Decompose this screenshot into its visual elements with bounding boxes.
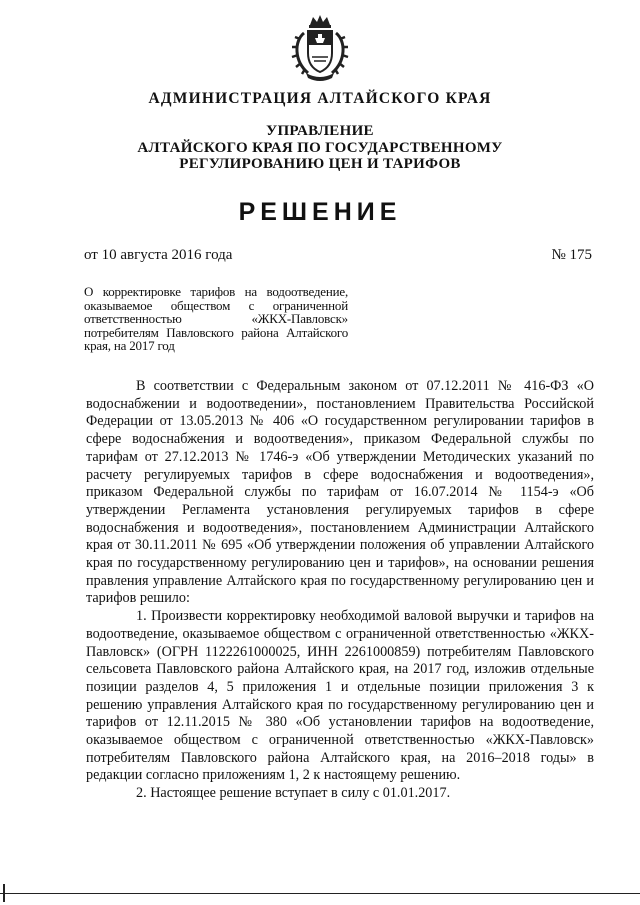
decision-number: № 175 bbox=[551, 247, 592, 263]
decision-date: от 10 августа 2016 года bbox=[84, 247, 233, 263]
department-line: РЕГУЛИРОВАНИЮ ЦЕН И ТАРИФОВ bbox=[179, 156, 461, 172]
administration-title: АДМИНИСТРАЦИЯ АЛТАЙСКОГО КРАЯ bbox=[148, 90, 492, 107]
department-title bbox=[0, 123, 640, 173]
body-paragraph-item-1: 1. Произвести корректировку необходимой валовой выручки и тарифов на водоотведение, оказываемое обществом с ограниченной ответственностью «ЖКХ-Павловск» (ОГРН 1122261000025, ИНН 2261000859) потребителям Павловского сельсовета Павловского района Алтайского края, на 2017 год, изложив отдельные позиции разделов 4, 5 приложения 1 и отдельные позиции приложения 3 к решению управления Алтайского края по государственному регулированию цен и тарифов от 12.11.2015 № 380 «Об установлении тарифов на водоотведение, оказываемое обществом с ограниченной ответственностью «ЖКХ-Павловск» потребителям Павловского района Алтайского края, на 2016–2018 годы» в редакции согласно приложениям 1, 2 к настоящему решению. bbox=[86, 608, 594, 784]
decision-subject: О корректировке тарифов на водоотведение, оказываемое обществом с ограниченной ответственностью «ЖКХ-Павловск» потребителям Павловского района Алтайского края, на 2017 год bbox=[84, 284, 348, 354]
department-line: АЛТАЙСКОГО КРАЯ ПО ГОСУДАРСТВЕННОМУ bbox=[137, 139, 503, 156]
department-line: УПРАВЛЕНИЕ bbox=[266, 123, 374, 139]
altai-krai-coat-of-arms-icon bbox=[288, 15, 352, 83]
decision-body bbox=[86, 378, 594, 803]
document-type-title: РЕШЕНИЕ bbox=[238, 198, 402, 226]
page-bottom-divider bbox=[0, 893, 640, 894]
body-paragraph-preamble: В соответствии с Федеральным законом от 07.12.2011 № 416-ФЗ «О водоснабжении и водоотведении», постановлением Правительства Российской Федерации от 13.05.2013 № 406 «О государственном регулировании тарифов в сфере водоснабжения и водоотведения», приказом Федеральной службы по тарифам от 27.12.2013 № 1746-э «Об утверждении Методических указаний по расчету регулируемых тарифов в сфере водоснабжения и водоотведения», приказом Федеральной службы по тарифам от 16.07.2014 № 1154-э «Об утверждении Регламента установления регулируемых тарифов в сфере водоснабжения и водоотведения», постановлением Администрации Алтайского края от 30.11.2011 № 695 «Об утверждении положения об управлении Алтайского края по государственному регулированию цен и тарифов», на основании решения правления управление Алтайского края по государственному регулированию цен и тарифов решило: bbox=[86, 378, 594, 607]
body-paragraph-item-2: 2. Настоящее решение вступает в силу с 01.01.2017. bbox=[136, 785, 451, 802]
